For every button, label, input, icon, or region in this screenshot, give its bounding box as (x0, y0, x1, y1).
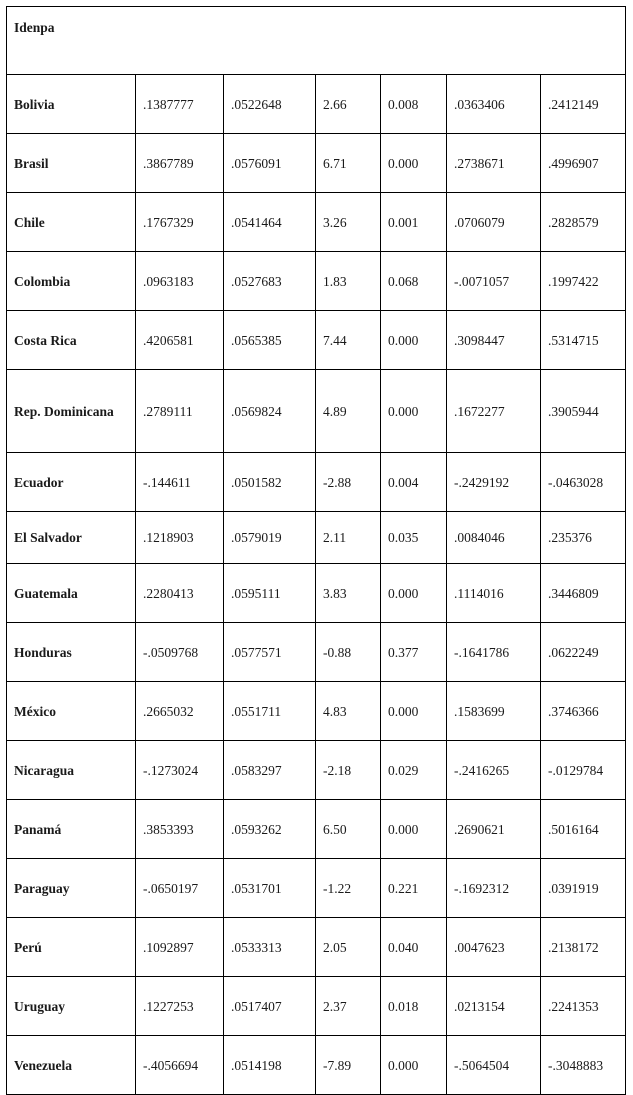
coef-cell: -.0650197 (136, 859, 224, 918)
table-row (7, 564, 626, 623)
table-row (7, 1036, 626, 1095)
country-cell: Bolivia (7, 75, 136, 134)
coef-cell: .3853393 (136, 800, 224, 859)
std-err-cell: .0522648 (224, 75, 316, 134)
country-cell: Chile (7, 193, 136, 252)
z-cell: -7.89 (316, 1036, 381, 1095)
p-value-cell: 0.000 (381, 134, 447, 193)
country-cell: Panamá (7, 800, 136, 859)
ci-low-cell: -.2416265 (447, 741, 541, 800)
coef-cell: .2789111 (136, 370, 224, 453)
table-row (7, 741, 626, 800)
ci-high-cell: -.0129784 (541, 741, 626, 800)
table-row (7, 370, 626, 453)
std-err-cell: .0517407 (224, 977, 316, 1036)
p-value-cell: 0.035 (381, 512, 447, 564)
table-row (7, 512, 626, 564)
country-cell: Brasil (7, 134, 136, 193)
ci-low-cell: -.1641786 (447, 623, 541, 682)
coef-cell: -.4056694 (136, 1036, 224, 1095)
coef-cell: .1227253 (136, 977, 224, 1036)
std-err-cell: .0593262 (224, 800, 316, 859)
z-cell: 3.26 (316, 193, 381, 252)
country-cell: Colombia (7, 252, 136, 311)
country-cell: Perú (7, 918, 136, 977)
table-row (7, 75, 626, 134)
ci-high-cell: .5314715 (541, 311, 626, 370)
ci-high-cell: .235376 (541, 512, 626, 564)
country-cell: Nicaragua (7, 741, 136, 800)
std-err-cell: .0569824 (224, 370, 316, 453)
std-err-cell: .0527683 (224, 252, 316, 311)
data-table (6, 6, 626, 1095)
p-value-cell: 0.040 (381, 918, 447, 977)
p-value-cell: 0.377 (381, 623, 447, 682)
header-row (7, 7, 626, 75)
p-value-cell: 0.029 (381, 741, 447, 800)
p-value-cell: 0.000 (381, 682, 447, 741)
coef-cell: -.0509768 (136, 623, 224, 682)
z-cell: 4.83 (316, 682, 381, 741)
country-cell: Paraguay (7, 859, 136, 918)
ci-low-cell: -.0071057 (447, 252, 541, 311)
z-cell: -1.22 (316, 859, 381, 918)
z-cell: 3.83 (316, 564, 381, 623)
table-row (7, 682, 626, 741)
std-err-cell: .0565385 (224, 311, 316, 370)
country-cell: México (7, 682, 136, 741)
ci-low-cell: .0213154 (447, 977, 541, 1036)
p-value-cell: 0.008 (381, 75, 447, 134)
table-row (7, 193, 626, 252)
ci-high-cell: .2828579 (541, 193, 626, 252)
country-cell: El Salvador (7, 512, 136, 564)
ci-high-cell: .3446809 (541, 564, 626, 623)
header-cell: Idenpa (7, 7, 626, 75)
ci-high-cell: .0622249 (541, 623, 626, 682)
ci-high-cell: .1997422 (541, 252, 626, 311)
country-cell: Guatemala (7, 564, 136, 623)
coef-cell: .4206581 (136, 311, 224, 370)
table-row (7, 859, 626, 918)
ci-high-cell: .5016164 (541, 800, 626, 859)
ci-high-cell: .4996907 (541, 134, 626, 193)
table-row (7, 311, 626, 370)
ci-high-cell: .2412149 (541, 75, 626, 134)
p-value-cell: 0.000 (381, 564, 447, 623)
std-err-cell: .0583297 (224, 741, 316, 800)
z-cell: 2.37 (316, 977, 381, 1036)
ci-low-cell: .0047623 (447, 918, 541, 977)
ci-low-cell: -.2429192 (447, 453, 541, 512)
std-err-cell: .0501582 (224, 453, 316, 512)
ci-high-cell: .0391919 (541, 859, 626, 918)
country-cell: Venezuela (7, 1036, 136, 1095)
p-value-cell: 0.001 (381, 193, 447, 252)
table-body (7, 7, 626, 1095)
ci-low-cell: .0706079 (447, 193, 541, 252)
country-cell: Honduras (7, 623, 136, 682)
ci-low-cell: .3098447 (447, 311, 541, 370)
ci-low-cell: -.5064504 (447, 1036, 541, 1095)
ci-high-cell: .3905944 (541, 370, 626, 453)
ci-high-cell: -.0463028 (541, 453, 626, 512)
z-cell: 7.44 (316, 311, 381, 370)
ci-high-cell: .3746366 (541, 682, 626, 741)
z-cell: -0.88 (316, 623, 381, 682)
std-err-cell: .0514198 (224, 1036, 316, 1095)
std-err-cell: .0576091 (224, 134, 316, 193)
p-value-cell: 0.000 (381, 311, 447, 370)
ci-low-cell: .1583699 (447, 682, 541, 741)
ci-high-cell: .2241353 (541, 977, 626, 1036)
z-cell: 6.50 (316, 800, 381, 859)
z-cell: 2.11 (316, 512, 381, 564)
coef-cell: .1767329 (136, 193, 224, 252)
z-cell: 4.89 (316, 370, 381, 453)
country-cell: Uruguay (7, 977, 136, 1036)
ci-high-cell: .2138172 (541, 918, 626, 977)
ci-low-cell: .0363406 (447, 75, 541, 134)
p-value-cell: 0.004 (381, 453, 447, 512)
coef-cell: .1218903 (136, 512, 224, 564)
ci-low-cell: .1114016 (447, 564, 541, 623)
table-row (7, 252, 626, 311)
table-row (7, 134, 626, 193)
country-cell: Rep. Dominicana (7, 370, 136, 453)
z-cell: 2.66 (316, 75, 381, 134)
std-err-cell: .0577571 (224, 623, 316, 682)
ci-low-cell: .0084046 (447, 512, 541, 564)
std-err-cell: .0531701 (224, 859, 316, 918)
z-cell: -2.18 (316, 741, 381, 800)
table-row (7, 800, 626, 859)
std-err-cell: .0595111 (224, 564, 316, 623)
coef-cell: .2280413 (136, 564, 224, 623)
z-cell: 1.83 (316, 252, 381, 311)
table-row (7, 453, 626, 512)
z-cell: 6.71 (316, 134, 381, 193)
std-err-cell: .0541464 (224, 193, 316, 252)
p-value-cell: 0.068 (381, 252, 447, 311)
p-value-cell: 0.221 (381, 859, 447, 918)
country-cell: Ecuador (7, 453, 136, 512)
p-value-cell: 0.000 (381, 800, 447, 859)
std-err-cell: .0533313 (224, 918, 316, 977)
z-cell: 2.05 (316, 918, 381, 977)
ci-low-cell: -.1692312 (447, 859, 541, 918)
table-row (7, 918, 626, 977)
std-err-cell: .0579019 (224, 512, 316, 564)
std-err-cell: .0551711 (224, 682, 316, 741)
country-cell: Costa Rica (7, 311, 136, 370)
ci-low-cell: .2738671 (447, 134, 541, 193)
ci-low-cell: .2690621 (447, 800, 541, 859)
p-value-cell: 0.000 (381, 1036, 447, 1095)
coef-cell: -.144611 (136, 453, 224, 512)
coef-cell: .0963183 (136, 252, 224, 311)
p-value-cell: 0.000 (381, 370, 447, 453)
ci-high-cell: -.3048883 (541, 1036, 626, 1095)
ci-low-cell: .1672277 (447, 370, 541, 453)
coef-cell: -.1273024 (136, 741, 224, 800)
z-cell: -2.88 (316, 453, 381, 512)
coef-cell: .2665032 (136, 682, 224, 741)
table-row (7, 977, 626, 1036)
table-row (7, 623, 626, 682)
coef-cell: .3867789 (136, 134, 224, 193)
coef-cell: .1092897 (136, 918, 224, 977)
coef-cell: .1387777 (136, 75, 224, 134)
p-value-cell: 0.018 (381, 977, 447, 1036)
